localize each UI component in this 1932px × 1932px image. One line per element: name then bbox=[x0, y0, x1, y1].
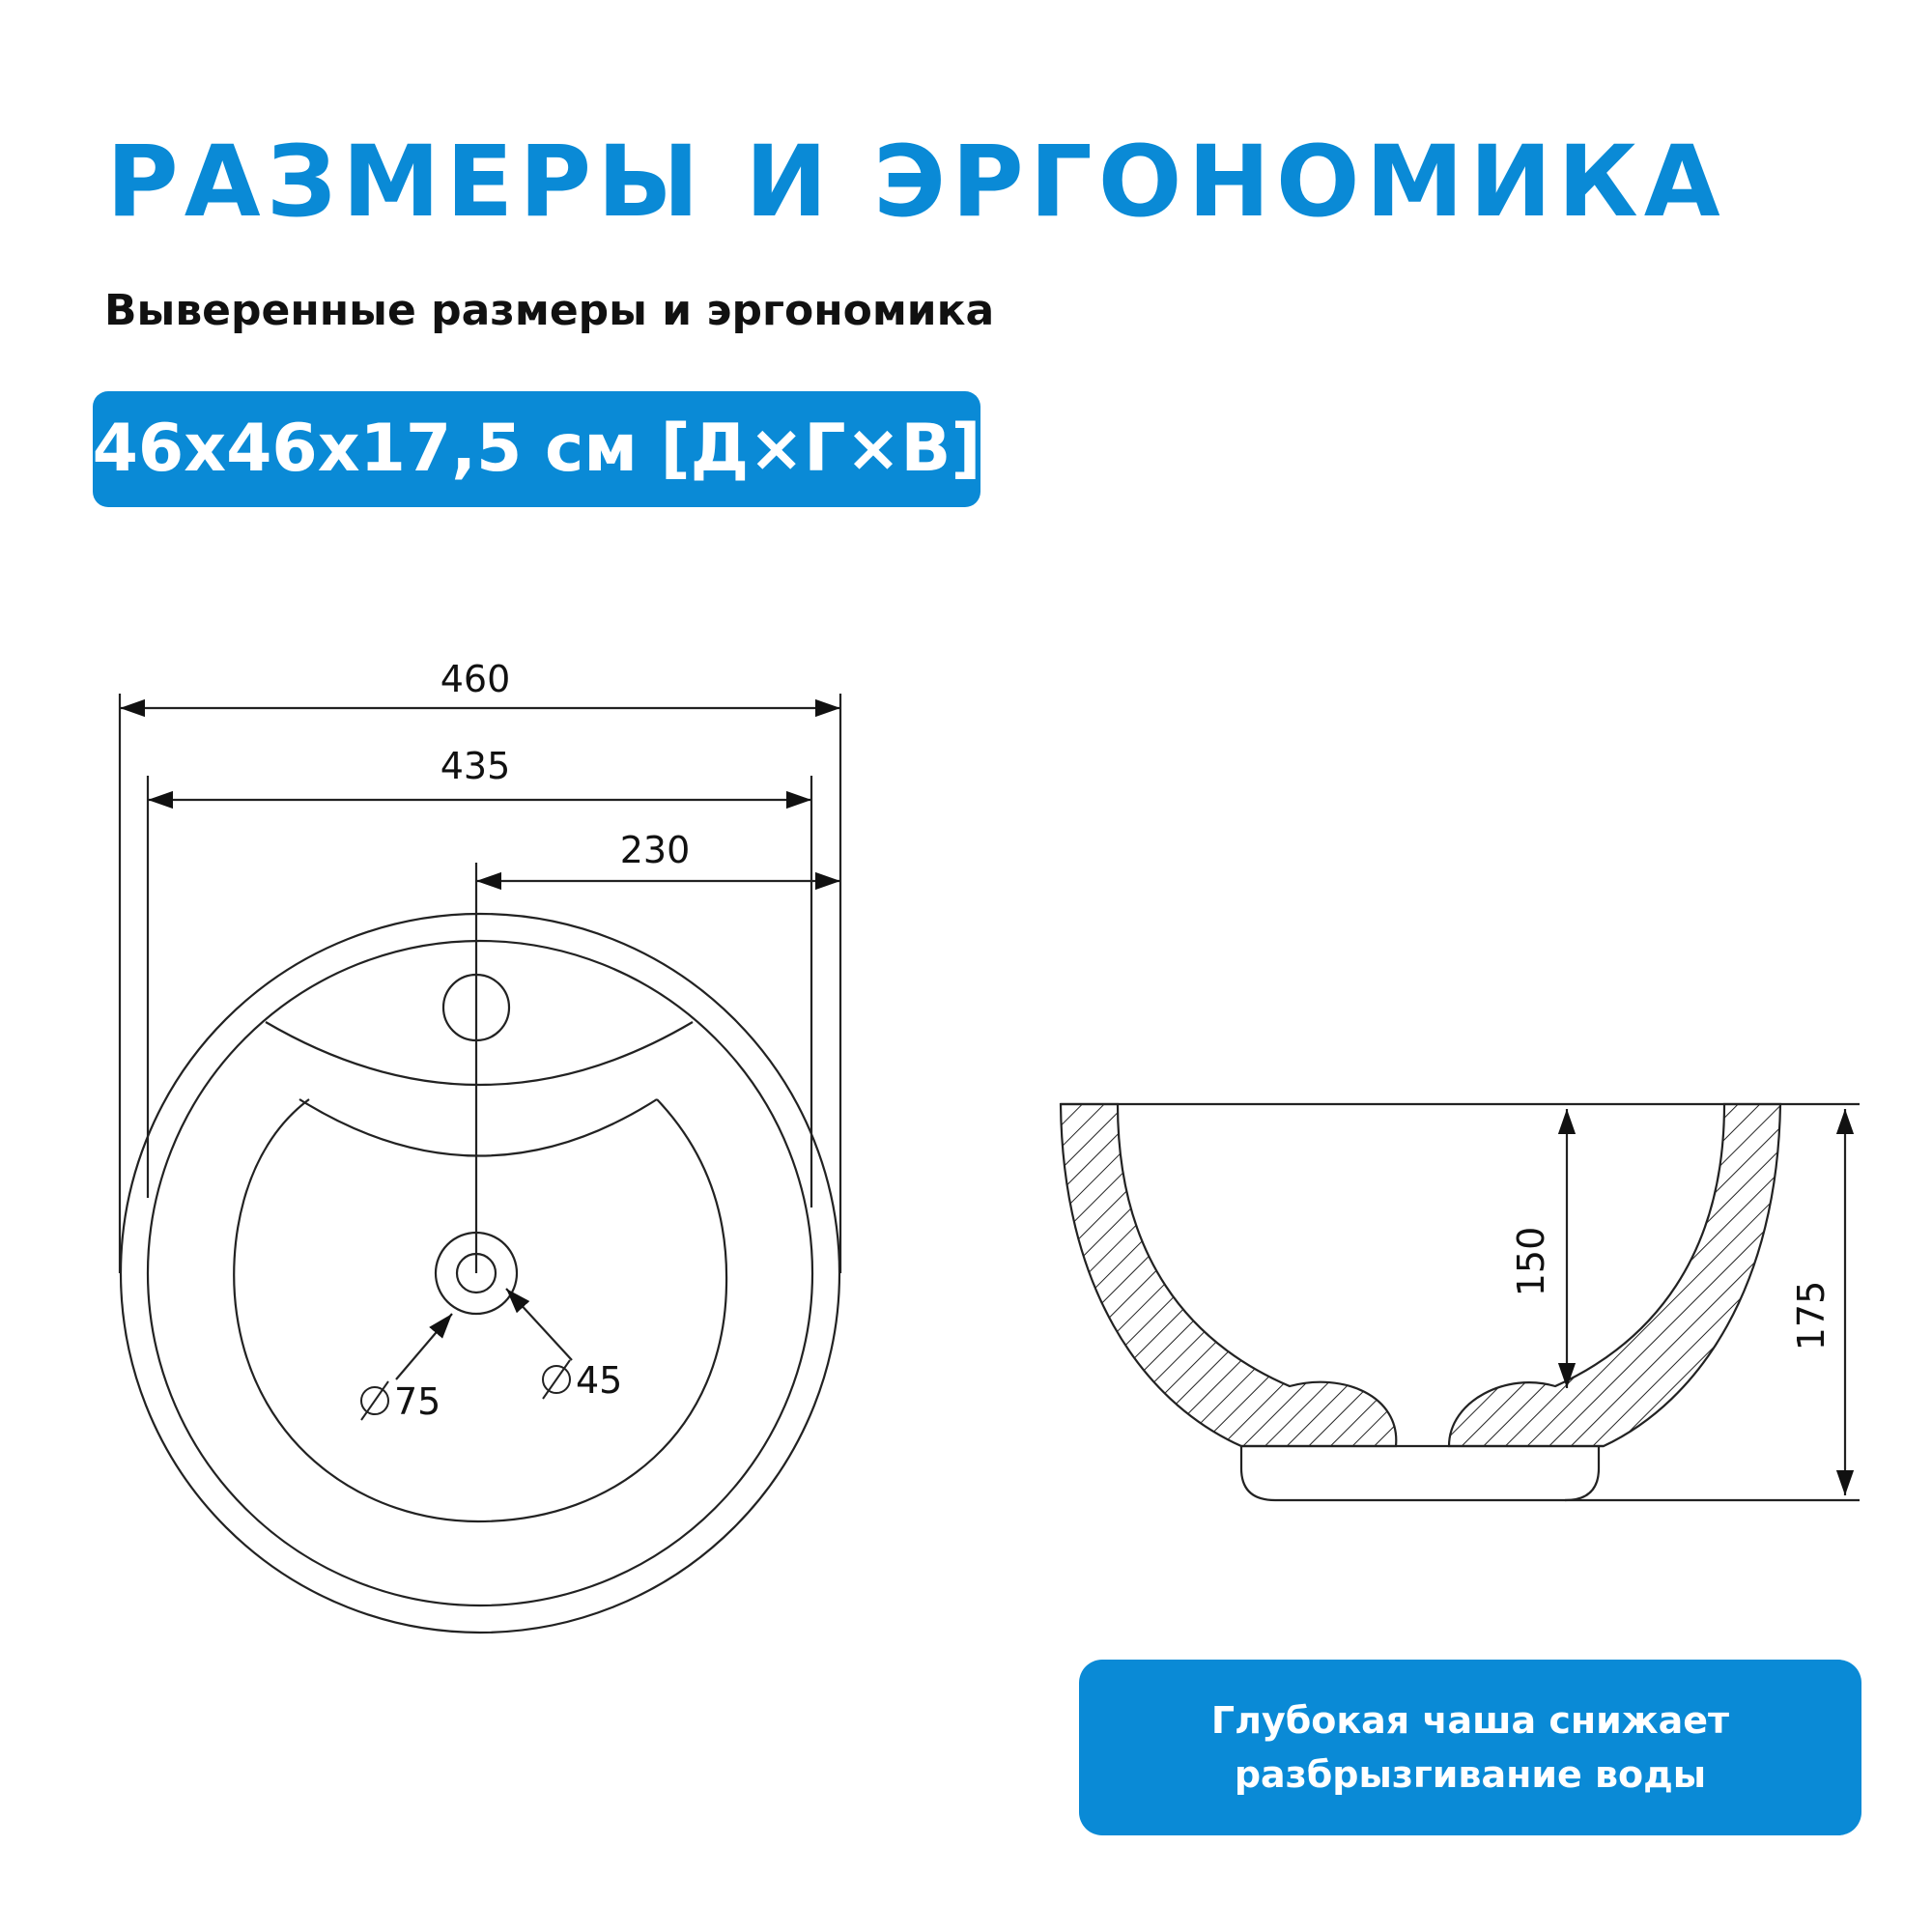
feature-note-badge bbox=[1079, 1660, 1861, 1835]
faucet-deck-edge bbox=[266, 1022, 693, 1085]
bowl-contour bbox=[234, 1099, 726, 1521]
top-view bbox=[120, 694, 840, 1633]
page-subtitle: Выверенные размеры и эргономика bbox=[104, 286, 995, 335]
section-left-wall bbox=[1061, 1104, 1396, 1446]
dim-label-230: 230 bbox=[619, 829, 691, 871]
basin-outer-rim bbox=[121, 914, 839, 1633]
page-title: РАЗМЕРЫ И ЭРГОНОМИКА bbox=[106, 125, 1726, 240]
dim-label-435: 435 bbox=[440, 745, 511, 787]
feature-note-line-2: разбрызгивание воды bbox=[1234, 1753, 1707, 1796]
leader-drain-75 bbox=[396, 1314, 452, 1379]
leader-drain-45 bbox=[506, 1289, 572, 1360]
dim-label-drain-75: 75 bbox=[394, 1380, 441, 1423]
dim-label-150: 150 bbox=[1510, 1226, 1552, 1297]
feature-note-line-1: Глубокая чаша снижает bbox=[1210, 1699, 1730, 1742]
side-view bbox=[1061, 1104, 1860, 1500]
diameter-symbol-75 bbox=[361, 1381, 388, 1420]
section-base-foot bbox=[1241, 1446, 1599, 1500]
dim-label-175: 175 bbox=[1790, 1280, 1833, 1351]
feature-note-text bbox=[1211, 1693, 1729, 1802]
dim-label-drain-45: 45 bbox=[576, 1359, 623, 1402]
dimensions-badge-text: 46x46x17,5 см [Д×Г×В] bbox=[92, 411, 981, 487]
dim-label-460: 460 bbox=[440, 658, 511, 700]
section-right-wall bbox=[1449, 1104, 1780, 1446]
diameter-symbol-45 bbox=[543, 1360, 570, 1399]
bowl-top-edge bbox=[299, 1099, 657, 1156]
